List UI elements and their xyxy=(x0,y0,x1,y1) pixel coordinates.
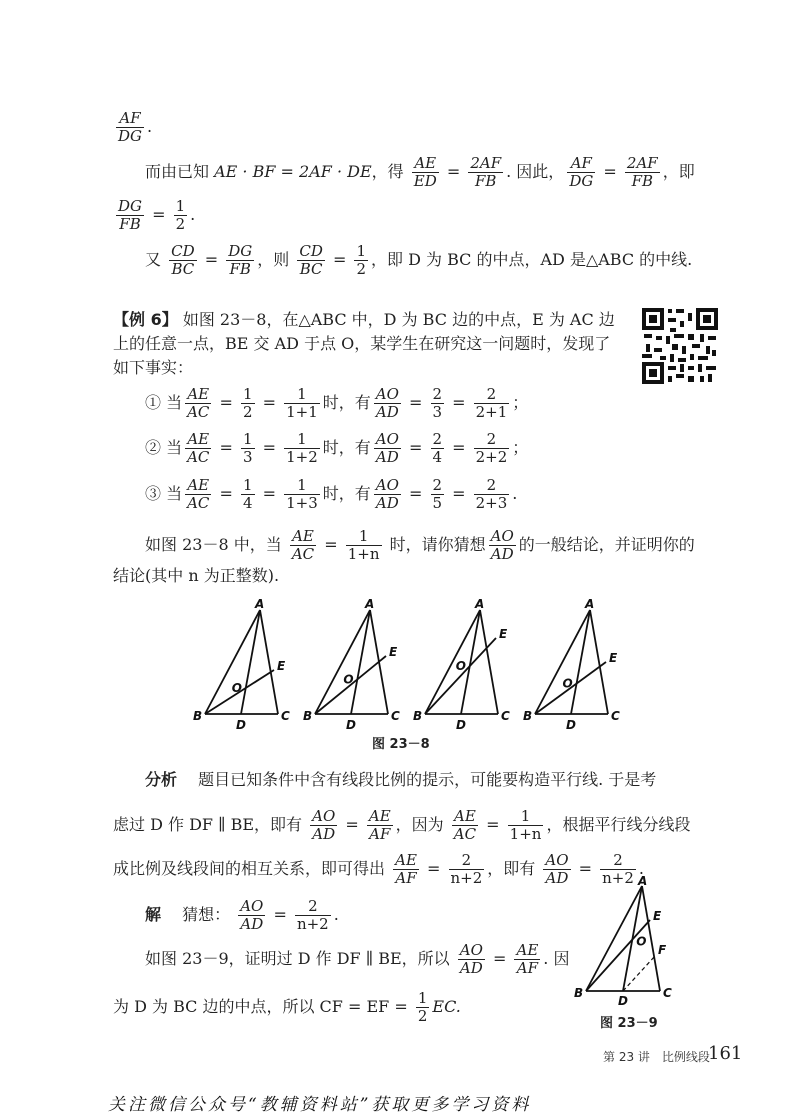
fraction: $\frac{1}{3}$ xyxy=(242,430,253,466)
point-label: E xyxy=(389,645,398,659)
fraction: $\frac{AO}{AD}$ xyxy=(490,527,514,563)
fraction: $\frac{2}{n+2}$ xyxy=(602,851,634,887)
fraction: $\frac{1}{1+3}$ xyxy=(286,476,318,512)
fraction: $\frac{1}{4}$ xyxy=(242,476,253,512)
fraction: $\frac{2AF}{FB}$ xyxy=(470,154,502,190)
fraction: $\frac{1}{1+n}$ xyxy=(509,807,542,843)
example-line-2: 上的任意一点，BE 交 AD 于点 O，某学生在研究这一问题时，发现了 xyxy=(113,334,611,353)
figure-segment xyxy=(205,610,260,714)
fraction: $\frac{1}{1+n}$ xyxy=(347,527,380,563)
example-line-3: 如下事实： xyxy=(113,358,194,377)
fraction: $\frac{AE}{AC}$ xyxy=(187,476,210,512)
case-row: ② 当 $\frac{AE}{AC}$ = $\frac{1}{3}$ = $\frac{1}{1+2}$ 时，有 $\frac{AO}{AD}$ = $\frac{2}{4}$ = $\frac{2}{2+2}$ ； xyxy=(145,430,529,466)
watermark-notice: 关注微信公众号“教辅资料站”获取更多学习资料 xyxy=(108,1095,532,1115)
text-line: 又 $\frac{CD}{BC}$ = $\frac{DG}{FB}$ ，则 $\frac{CD}{BC}$ = $\frac{1}{2}$ ，即 D 为 BC 的中点，AD 是△ABC 的中线. xyxy=(145,242,693,278)
fraction: $\frac{2}{n+2}$ xyxy=(450,851,483,887)
point-label: C xyxy=(501,709,510,723)
analysis-line-3: 成比例及线段间的相互关系，即可得出 $\frac{AE}{AF}$ = $\frac{2}{n+2}$ ，即有 $\frac{AO}{AD}$ = $\frac{2}{n+2}$ . xyxy=(113,851,644,887)
fraction: $\frac{DG}{FB}$ xyxy=(118,197,143,233)
fraction: $\frac{2}{2+2}$ xyxy=(475,430,508,466)
fraction: $\frac{2}{2+1}$ xyxy=(475,385,508,421)
solution-line-1: 解 猜想： $\frac{AO}{AD}$ = $\frac{2}{n+2}$ . xyxy=(145,897,339,933)
chapter-title: 第 23 讲 比例线段 xyxy=(603,1050,710,1064)
point-label: O xyxy=(455,659,466,674)
figure-segment xyxy=(425,638,496,714)
text-line: $\frac{AF}{DG}$ . xyxy=(118,109,153,145)
figure-23-8-caption: 图 23－8 xyxy=(372,737,430,752)
fraction: $\frac{DG}{FB}$ xyxy=(228,242,253,278)
fraction: $\frac{AO}{AD}$ xyxy=(240,897,264,933)
fraction: $\frac{AE}{AF}$ xyxy=(516,941,539,977)
example-label: 【例 6】 xyxy=(113,310,178,329)
fraction: $\frac{AF}{DG}$ xyxy=(118,109,143,145)
fraction: $\frac{2}{5}$ xyxy=(432,476,443,512)
example-line-1: 【例 6】 如图 23－8，在△ABC 中，D 为 BC 边的中点，E 为 AC 边 xyxy=(113,310,615,329)
figure-segment xyxy=(315,610,370,714)
point-label: E xyxy=(277,659,286,673)
fraction: $\frac{1}{2}$ xyxy=(356,242,366,278)
fraction: $\frac{2}{n+2}$ xyxy=(296,897,329,933)
fraction: $\frac{AE}{ED}$ xyxy=(413,154,437,190)
point-label: B xyxy=(193,709,203,723)
point-label: A xyxy=(475,597,485,611)
solution-line-2: 如图 23－9，证明过 D 作 DF ∥ BE，所以 $\frac{AO}{AD}$ = $\frac{AE}{AF}$ . 因 xyxy=(145,941,570,977)
figure-segment xyxy=(425,610,480,714)
figure-segment xyxy=(241,610,260,714)
figure-23-8 xyxy=(185,597,620,732)
fraction: $\frac{2AF}{FB}$ xyxy=(626,154,658,190)
fraction: $\frac{1}{2}$ xyxy=(242,385,253,421)
fraction: $\frac{CD}{BC}$ xyxy=(299,242,323,278)
point-label: A xyxy=(365,597,375,611)
qr-code xyxy=(640,306,720,386)
point-label: A xyxy=(585,597,595,611)
figure-segment xyxy=(351,610,370,714)
point-label: E xyxy=(609,651,618,665)
point-label: D xyxy=(346,718,356,732)
point-label: D xyxy=(236,718,246,732)
figure-23-9-caption: 图 23－9 xyxy=(600,1016,658,1031)
text-line: 而由已知 AE · BF = 2AF · DE，得 $\frac{AE}{ED}$ = $\frac{2AF}{FB}$ . 因此， $\frac{AF}{DG}$ = $\frac{2AF}{FB}$ ，即 xyxy=(145,154,695,190)
point-label: D xyxy=(618,994,628,1008)
fraction: $\frac{AO}{AD}$ xyxy=(375,385,399,421)
solution-line-3: 为 D 为 BC 边的中点，所以 CF = EF = $\frac{1}{2}$ EC. xyxy=(113,989,461,1025)
page-number: 161 xyxy=(708,1043,743,1064)
fraction: $\frac{AF}{DG}$ xyxy=(569,154,594,190)
question-line-1: 如图 23－8 中，当 $\frac{AE}{AC}$ = $\frac{1}{1+n}$ 时，请你猜想 $\frac{AO}{AD}$ 的一般结论，并证明你的 xyxy=(145,527,695,563)
fraction: $\frac{AO}{AD}$ xyxy=(375,476,399,512)
point-label: C xyxy=(663,986,672,1000)
point-label: D xyxy=(566,718,576,732)
fraction: $\frac{AE}{AF}$ xyxy=(395,851,417,887)
qr-code-icon xyxy=(640,306,720,386)
fraction: $\frac{AE}{AC}$ xyxy=(187,430,210,466)
fraction: $\frac{1}{1+1}$ xyxy=(286,385,318,421)
figure-segment xyxy=(260,610,278,714)
point-label: C xyxy=(281,709,290,723)
point-label: B xyxy=(303,709,313,723)
text-line: $\frac{DG}{FB}$ = $\frac{1}{2}$ . xyxy=(118,197,196,233)
fraction: $\frac{2}{2+3}$ xyxy=(475,476,508,512)
figure-segment xyxy=(480,610,498,714)
point-label: E xyxy=(653,909,662,923)
analysis-line-2: 虑过 D 作 DF ∥ BE，即有 $\frac{AO}{AD}$ = $\frac{AE}{AF}$ ，因为 $\frac{AE}{AC}$ = $\frac{1}{1+n}$ ，根据平行线分线段 xyxy=(113,807,691,843)
point-label: O xyxy=(231,681,242,696)
fraction: $\frac{AO}{AD}$ xyxy=(375,430,399,466)
point-label: F xyxy=(658,943,667,957)
solution-label: 解 xyxy=(145,905,162,924)
case-row: ③ 当 $\frac{AE}{AC}$ = $\frac{1}{4}$ = $\frac{1}{1+3}$ 时，有 $\frac{AO}{AD}$ = $\frac{2}{5}$ = $\frac{2}{2+3}$ . xyxy=(145,476,518,512)
fraction: $\frac{1}{1+2}$ xyxy=(286,430,318,466)
fraction: $\frac{2}{3}$ xyxy=(432,385,443,421)
fraction: $\frac{AE}{AC}$ xyxy=(187,385,210,421)
point-label: E xyxy=(499,627,508,641)
analysis-line-1: 分析 题目已知条件中含有线段比例的提示，可能要构造平行线. 于是考 xyxy=(145,770,657,789)
point-label: O xyxy=(562,676,573,691)
fraction: $\frac{AO}{AD}$ xyxy=(459,941,483,977)
fraction: $\frac{AE}{AC}$ xyxy=(291,527,315,563)
point-label: A xyxy=(638,874,648,888)
question-line-2: 结论(其中 n 为正整数). xyxy=(113,566,280,585)
point-label: C xyxy=(611,709,620,723)
figure-segment xyxy=(535,610,590,714)
point-label: B xyxy=(574,986,584,1000)
figure-segment xyxy=(571,610,590,714)
point-label: D xyxy=(456,718,466,732)
fraction: $\frac{AO}{AD}$ xyxy=(312,807,336,843)
fraction: $\frac{AE}{AF}$ xyxy=(368,807,391,843)
point-label: A xyxy=(255,597,265,611)
point-label: C xyxy=(391,709,400,723)
fraction: $\frac{1}{2}$ xyxy=(175,197,186,233)
figure-23-9 xyxy=(572,876,682,1006)
fraction: $\frac{CD}{BC}$ xyxy=(171,242,195,278)
point-label: O xyxy=(636,934,647,949)
case-row: ① 当 $\frac{AE}{AC}$ = $\frac{1}{2}$ = $\frac{1}{1+1}$ 时，有 $\frac{AO}{AD}$ = $\frac{2}{3}$ = $\frac{2}{2+1}$ ； xyxy=(145,385,529,421)
fraction: $\frac{1}{2}$ xyxy=(417,989,428,1025)
point-label: B xyxy=(413,709,423,723)
analysis-label: 分析 xyxy=(145,770,178,789)
point-label: B xyxy=(523,709,533,723)
fraction: $\frac{AO}{AD}$ xyxy=(545,851,569,887)
fraction: $\frac{AE}{AC}$ xyxy=(453,807,477,843)
point-label: O xyxy=(343,672,354,687)
fraction: $\frac{2}{4}$ xyxy=(432,430,443,466)
